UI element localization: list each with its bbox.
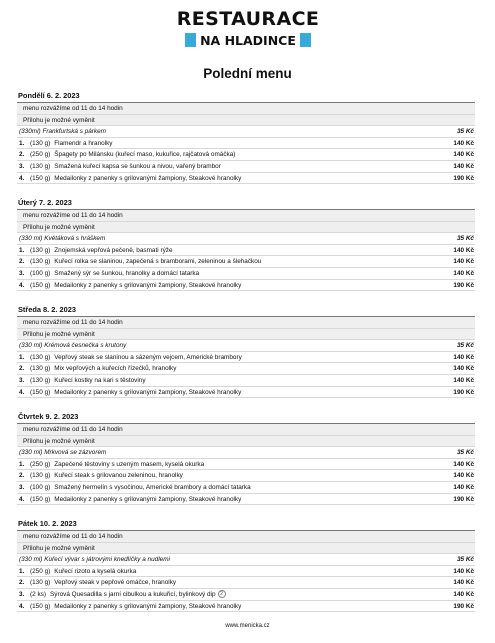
dish-number: 4.: [19, 388, 25, 396]
side-dish-info-text: Přílohu je možné vyměnit: [23, 223, 95, 231]
dish-row: [17, 482, 475, 494]
delivery-info: [17, 317, 475, 329]
dish-price: 140 Kč: [453, 376, 474, 384]
dish-name: Znojemská vepřová pečeně, basmati rýže: [54, 246, 173, 254]
dish-quantity: (150 g): [30, 602, 51, 610]
soup-row: [17, 447, 475, 459]
day-title: Čtvrtek 9. 2. 2023: [17, 409, 475, 424]
dish-quantity: (150 g): [30, 388, 51, 396]
dish-quantity: (100 g): [30, 269, 51, 277]
dish-number: 4.: [19, 281, 25, 289]
dish-price: 140 Kč: [453, 483, 474, 491]
dish-quantity: (250 g): [30, 151, 51, 159]
dish-text: [30, 352, 425, 363]
logo-bar: [179, 32, 317, 48]
dish-name: Flamendr a hranolky: [54, 139, 113, 147]
logo-line2: NA HLADINCE: [200, 32, 296, 48]
soup-row: [17, 554, 475, 566]
dish-text: [30, 161, 425, 172]
day-title: Středa 8. 2. 2023: [17, 302, 475, 317]
menu-content: [17, 88, 475, 623]
day-section: [17, 195, 475, 302]
delivery-info: [17, 424, 475, 436]
dish-text: [30, 256, 425, 267]
soup-name: (330 ml) Mrkvová se zázvorem: [19, 449, 107, 457]
dish-row: [17, 256, 475, 268]
day-section: [17, 302, 475, 409]
dish-text: [30, 566, 425, 577]
side-dish-info: [17, 115, 475, 127]
dish-text: [30, 149, 425, 160]
side-dish-info-text: Přílohu je možné vyměnit: [23, 437, 95, 445]
dish-name: Smažená kuřecí kapsa se šunkou a nivou, vařený brambor: [54, 162, 221, 170]
dish-text: [30, 173, 425, 184]
dish-number: 2.: [19, 472, 25, 480]
dish-text: [30, 482, 425, 493]
dish-price: 140 Kč: [453, 472, 474, 480]
dish-quantity: (130 g): [30, 376, 51, 384]
dish-quantity: (130 g): [30, 246, 51, 254]
dish-row: [17, 601, 475, 613]
delivery-info-text: menu rozvážíme od 11 do 14 hodin: [23, 212, 123, 219]
dish-row: [17, 149, 475, 161]
dish-number: 2.: [19, 151, 25, 159]
logo-block-left: [185, 33, 196, 47]
dish-quantity: (130 g): [30, 162, 51, 170]
dish-price: 140 Kč: [453, 139, 474, 147]
dish-price: 190 Kč: [453, 495, 474, 503]
day-section: [17, 88, 475, 195]
dish-row: [17, 375, 475, 387]
footer-link[interactable]: www.menicka.cz: [225, 623, 270, 629]
dish-row: [17, 268, 475, 280]
dish-quantity: (250 g): [30, 567, 51, 575]
dish-row: [17, 566, 475, 578]
dish-quantity: (130 g): [30, 139, 51, 147]
dish-text: [30, 577, 425, 588]
soup-name: (330 ml) Kuřecí vývar s játrovými knedlíčky a nudlemi: [19, 556, 170, 564]
dish-text: [30, 387, 425, 398]
delivery-info-text: menu rozvážíme od 11 do 14 hodin: [23, 533, 123, 540]
dish-number: 1.: [19, 139, 25, 147]
dish-name: Smažený sýr se šunkou, hranolky a domácí tatarka: [54, 269, 200, 277]
dish-name: Medailonky z panenky s grilovanými žampiony, Steakové hranolky: [54, 495, 242, 503]
dish-name: Medailonky z panenky s grilovanými žampiony, Steakové hranolky: [54, 602, 242, 610]
delivery-info: [17, 103, 475, 115]
dish-price: 190 Kč: [453, 602, 474, 610]
dish-name: Smažený hermelín s vysočinou, Americké brambory a domácí tatarka: [54, 483, 251, 491]
side-dish-info-text: Přílohu je možné vyměnit: [23, 116, 95, 124]
side-dish-info-text: Přílohu je možné vyměnit: [23, 330, 95, 338]
dish-price: 190 Kč: [453, 281, 474, 289]
dish-name: Mix vepřových a kuřecích řízečků, hranolky: [54, 365, 177, 373]
dish-number: 3.: [19, 590, 25, 598]
dish-price: 140 Kč: [453, 162, 474, 170]
logo-block-right: [300, 33, 311, 47]
dish-text: [30, 280, 425, 291]
soup-row: [17, 126, 475, 138]
dish-price: 140 Kč: [453, 246, 474, 254]
day-title: Pondělí 6. 2. 2023: [17, 88, 475, 103]
dish-text: [30, 589, 425, 600]
side-dish-info: [17, 436, 475, 448]
soup-name: (330ml) Frankfurtská s párkem: [19, 128, 107, 136]
day-section: [17, 516, 475, 623]
dish-quantity: (250 g): [30, 460, 51, 468]
dish-number: 3.: [19, 376, 25, 384]
dish-number: 2.: [19, 365, 25, 373]
dish-price: 140 Kč: [453, 269, 474, 277]
side-dish-info: [17, 329, 475, 341]
dish-number: 1.: [19, 567, 25, 575]
dish-row: [17, 459, 475, 471]
dish-text: [30, 375, 425, 386]
dish-price: 190 Kč: [453, 174, 474, 182]
delivery-info: [17, 531, 475, 543]
dish-price: 140 Kč: [453, 365, 474, 373]
dish-text: [30, 138, 425, 149]
dish-row: [17, 280, 475, 292]
dish-name: Medailonky z panenky s grilovanými žampiony, Steakové hranolky: [54, 388, 242, 396]
delivery-info-text: menu rozvážíme od 11 do 14 hodin: [23, 426, 123, 433]
dish-name: Vepřový steak v pepřové omáčce, hranolky: [54, 579, 177, 587]
dish-quantity: (130 g): [30, 472, 51, 480]
dish-name: Kuřecí rizoto a kyselá okurka: [54, 567, 137, 575]
dish-name: Medailonky z panenky s grilovanými žampiony, Steakové hranolky: [54, 281, 242, 289]
soup-price: 35 Kč: [456, 342, 474, 350]
dish-text: [30, 601, 425, 612]
dish-text: [30, 363, 425, 374]
soup-price: 35 Kč: [456, 128, 474, 136]
dish-row: [17, 173, 475, 185]
dish-text: [30, 459, 425, 470]
dish-row: [17, 138, 475, 150]
dish-row: [17, 161, 475, 173]
allergen-badge[interactable]: 2: [218, 590, 226, 598]
delivery-info: [17, 210, 475, 222]
dish-row: [17, 352, 475, 364]
dish-price: 190 Kč: [453, 388, 474, 396]
dish-number: 4.: [19, 495, 25, 503]
dish-number: 4.: [19, 602, 25, 610]
soup-price: 35 Kč: [456, 235, 474, 243]
dish-price: 140 Kč: [453, 151, 474, 159]
dish-quantity: (130 g): [30, 579, 51, 587]
soup-name: (330 ml) Květáková s hráškem: [19, 235, 106, 243]
soup-name: (330 ml) Krémová česnečka s krutony: [19, 342, 127, 350]
dish-row: [17, 470, 475, 482]
dish-quantity: (150 g): [30, 174, 51, 182]
side-dish-info: [17, 543, 475, 555]
dish-number: 3.: [19, 483, 25, 491]
dish-name: Kuřecí steak s grilovanou zeleninou, hranolky: [54, 472, 183, 480]
dish-quantity: (130 g): [30, 365, 51, 373]
dish-number: 1.: [19, 353, 25, 361]
dish-number: 4.: [19, 174, 25, 182]
day-title: Úterý 7. 2. 2023: [17, 195, 475, 210]
restaurant-logo: [176, 8, 320, 54]
dish-name: Kuřecí rolka se slaninou, zapečená s bramborami, zeleninou a šlehačkou: [54, 258, 262, 266]
side-dish-info-text: Přílohu je možné vyměnit: [23, 544, 95, 552]
dish-number: 3.: [19, 269, 25, 277]
day-section: [17, 409, 475, 516]
dish-quantity: (130 g): [30, 258, 51, 266]
dish-price: 140 Kč: [453, 258, 474, 266]
dish-name: Zapečené těstoviny s uzeným masem, kyselá okurka: [54, 460, 205, 468]
dish-row: [17, 589, 475, 601]
dish-row: [17, 245, 475, 257]
dish-quantity: (100 g): [30, 483, 51, 491]
dish-price: 140 Kč: [453, 579, 474, 587]
dish-name: Sýrová Quesadilla s jarní cibulkou a kukuřicí, bylinkový dip: [49, 590, 216, 598]
dish-name: Vepřový steak se slaninou a sázeným vejcem, Americké brambory: [54, 353, 242, 361]
dish-price: 140 Kč: [453, 567, 474, 575]
dish-price: 140 Kč: [453, 353, 474, 361]
page-title: Polední menu: [203, 66, 292, 81]
side-dish-info: [17, 222, 475, 234]
dish-price: 140 Kč: [453, 590, 474, 598]
delivery-info-text: menu rozvážíme od 11 do 14 hodin: [23, 319, 123, 326]
soup-price: 35 Kč: [456, 556, 474, 564]
dish-number: 2.: [19, 258, 25, 266]
dish-name: Špagety po Milánsku (kuřecí maso, kukuřice, rajčatová omáčka): [54, 151, 236, 159]
dish-quantity: (150 g): [30, 281, 51, 289]
dish-row: [17, 363, 475, 375]
dish-row: [17, 577, 475, 589]
dish-row: [17, 387, 475, 399]
dish-row: [17, 494, 475, 506]
soup-price: 35 Kč: [456, 449, 474, 457]
dish-name: Kuřecí kostky na kari s těstoviny: [54, 376, 146, 384]
dish-price: 140 Kč: [453, 460, 474, 468]
dish-number: 1.: [19, 460, 25, 468]
dish-name: Medailonky z panenky s grilovanými žampiony, Steakové hranolky: [54, 174, 242, 182]
delivery-info-text: menu rozvážíme od 11 do 14 hodin: [23, 105, 123, 112]
dish-quantity: (150 g): [30, 495, 51, 503]
dish-text: [30, 268, 425, 279]
dish-number: 3.: [19, 162, 25, 170]
dish-number: 1.: [19, 246, 25, 254]
logo-line1: RESTAURACE: [176, 8, 320, 30]
dish-quantity: (2 ks): [30, 590, 46, 598]
dish-number: 2.: [19, 579, 25, 587]
soup-row: [17, 340, 475, 352]
dish-text: [30, 470, 425, 481]
soup-row: [17, 233, 475, 245]
dish-text: [30, 245, 425, 256]
dish-text: [30, 494, 425, 505]
dish-quantity: (130 g): [30, 353, 51, 361]
day-title: Pátek 10. 2. 2023: [17, 516, 475, 531]
